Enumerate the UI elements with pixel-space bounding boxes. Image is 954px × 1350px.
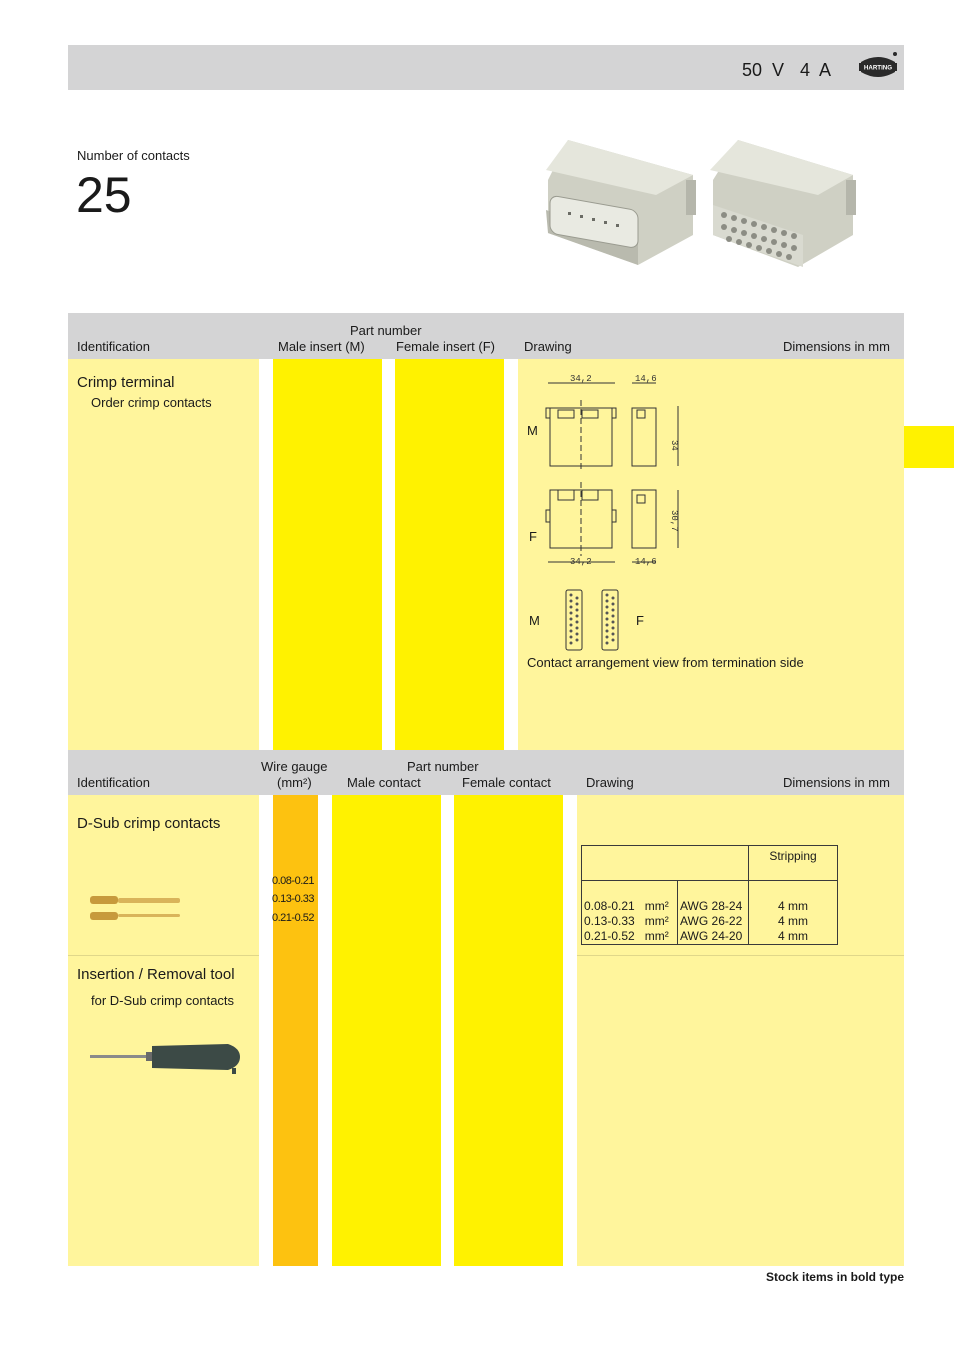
contacts-label: Number of contacts (77, 148, 190, 163)
crimp-terminal-note: Order crimp contacts (91, 395, 212, 410)
dimensions-label: Dimensions in mm (783, 339, 890, 354)
male-contact-column (332, 795, 441, 1266)
wire-gauge-value: 0.08-0.21 (272, 875, 314, 887)
dsub-contact-photo (88, 890, 184, 926)
wire-gauge-label: Wire gauge (261, 759, 328, 774)
column-gap (563, 795, 577, 1266)
section-tab (904, 426, 954, 468)
female-insert-column (395, 359, 504, 750)
female-contact-label: Female contact (462, 775, 551, 790)
dim-height-m: 34 (669, 440, 679, 451)
drawing-label: Drawing (524, 339, 572, 354)
tool-subtitle: for D-Sub crimp contacts (91, 993, 235, 1008)
part-number-label-2: Part number (407, 759, 479, 774)
stripping-mm2-cell: 0.08-0.21 mm² 0.13-0.33 mm² 0.21-0.52 mm² (582, 881, 678, 945)
column-gap (259, 795, 273, 1266)
dsub-contacts-title: D-Sub crimp contacts (77, 815, 221, 832)
contact-arrangement-drawing (560, 587, 632, 653)
arrangement-male-label: M (529, 613, 540, 628)
female-insert-label: Female insert (F) (396, 339, 495, 354)
wire-gauge-column (273, 795, 318, 1266)
logo-lettering: HARTING (863, 64, 893, 72)
wire-unit-label: (mm²) (277, 775, 312, 790)
contacts-count: 25 (76, 167, 132, 223)
current-rating: 4 A (800, 60, 832, 80)
wire-gauge-value: 0.13-0.33 (272, 893, 314, 905)
row-divider (577, 955, 904, 956)
crimp-terminal-title: Crimp terminal (77, 374, 175, 391)
stripping-awg-cell: AWG 28-24 AWG 26-22 AWG 24-20 (678, 881, 749, 945)
stripping-header: Stripping (749, 846, 838, 881)
male-contact-label: Male contact (347, 775, 421, 790)
stripping-length-cell: 4 mm 4 mm 4 mm (749, 881, 838, 945)
column-gap (318, 795, 332, 1266)
harting-logo (857, 50, 899, 84)
stripping-blank-cell (582, 846, 749, 881)
column-gap (504, 359, 518, 750)
dim-depth-m: 14,6 (635, 374, 657, 384)
column-gap (259, 359, 273, 750)
tool-title: Insertion / Removal tool (77, 966, 235, 983)
female-contact-column (454, 795, 563, 1266)
stock-note: Stock items in bold type (765, 1270, 904, 1284)
insert-drawing (520, 370, 700, 570)
drawing-label-2: Drawing (586, 775, 634, 790)
wire-gauge-value: 0.21-0.52 (272, 912, 314, 924)
product-photo (538, 135, 868, 275)
arrangement-caption: Contact arrangement view from termination side (527, 655, 804, 670)
dim-depth-f: 14,6 (635, 557, 657, 567)
column-gap (382, 359, 395, 750)
identification-label-2: Identification (77, 775, 150, 790)
part-number-label: Part number (350, 323, 422, 338)
female-drawing-label: F (529, 529, 537, 544)
stripping-table (581, 845, 838, 945)
male-insert-label: Male insert (M) (278, 339, 365, 354)
column-gap (441, 795, 454, 1266)
male-insert-column (273, 359, 382, 750)
row-divider (68, 955, 259, 956)
arrangement-female-label: F (636, 613, 644, 628)
identification-label: Identification (77, 339, 150, 354)
insertion-tool-photo (88, 1038, 244, 1076)
dim-width-f: 34,2 (570, 557, 592, 567)
voltage-rating: 50 V (742, 60, 785, 80)
dim-width-m: 34,2 (570, 374, 592, 384)
dimensions-label-2: Dimensions in mm (783, 775, 890, 790)
dim-height-f: 30,7 (669, 510, 679, 532)
male-drawing-label: M (527, 423, 538, 438)
